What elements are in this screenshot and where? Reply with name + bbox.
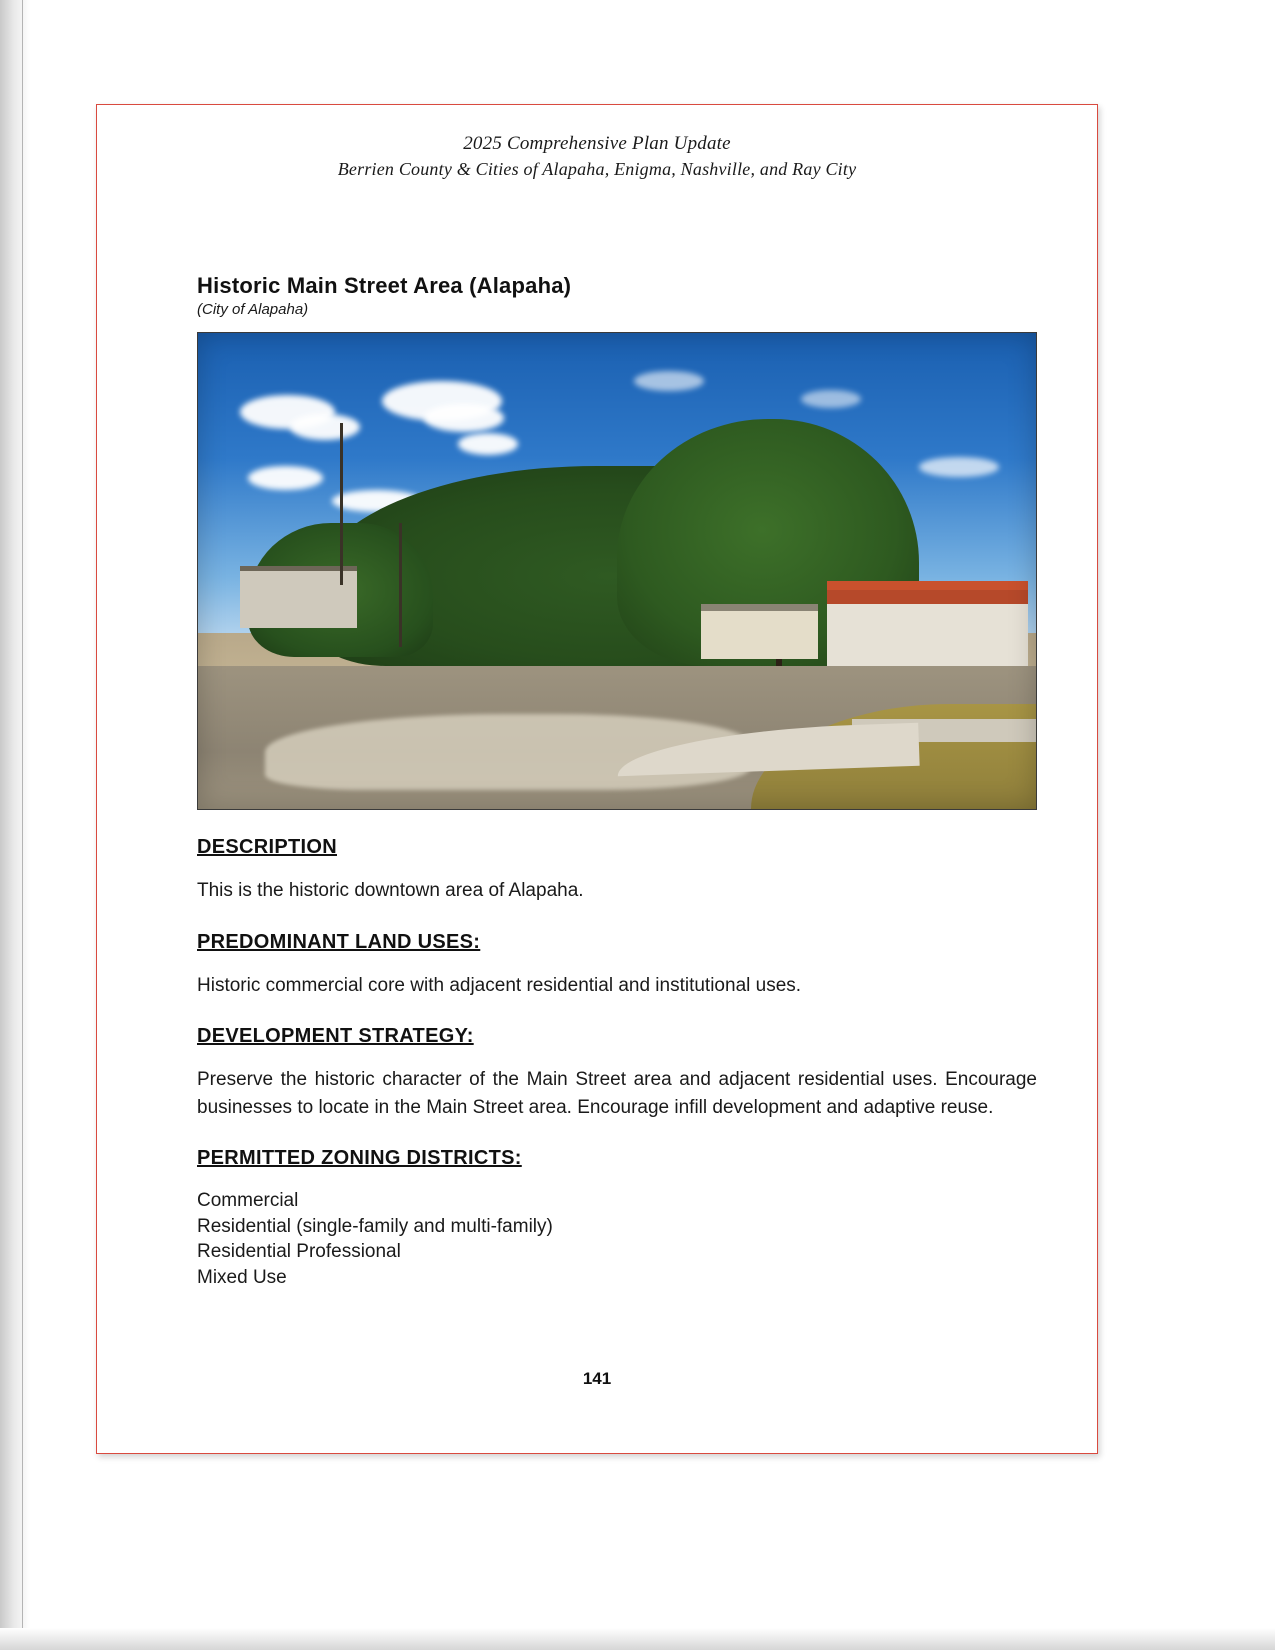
list-item: Residential (single-family and multi-family) <box>197 1215 553 1237</box>
tan-building <box>701 604 818 659</box>
character-area-photo <box>197 332 1037 810</box>
page-title: Historic Main Street Area (Alapaha) <box>197 273 572 298</box>
text-description: This is the historic downtown area of Alapaha. <box>197 880 584 901</box>
list-item: Commercial <box>197 1190 299 1212</box>
header-title-line1: 2025 Comprehensive Plan Update <box>463 133 731 154</box>
page-subtitle-jurisdiction: (City of Alapaha) <box>197 301 309 318</box>
cloud-icon <box>634 371 704 391</box>
list-item: Mixed Use <box>197 1267 287 1289</box>
heading-description: DESCRIPTION <box>197 836 337 858</box>
cloud-icon <box>458 433 518 455</box>
cloud-icon <box>290 414 360 440</box>
text-development-strategy: Preserve the historic character of the Main Street area and adjacent residential uses. Encourage businesses to locate in the Main Street area. Encourage infill development and adaptive reuse. <box>197 1069 1037 1118</box>
page-number: 141 <box>582 1369 612 1388</box>
list-permitted-zoning-districts <box>197 1188 1037 1291</box>
document-page <box>96 104 1098 1454</box>
document-header <box>97 133 1097 180</box>
utility-pole <box>340 423 343 585</box>
photo-canvas <box>198 333 1036 809</box>
list-item: Residential Professional <box>197 1241 401 1263</box>
utility-pole <box>399 523 402 647</box>
heading-permitted-zoning-districts: PERMITTED ZONING DISTRICTS: <box>197 1147 522 1170</box>
scan-left-edge-line <box>22 0 23 1650</box>
cloud-icon <box>919 457 999 477</box>
header-title-line2: Berrien County & Cities of Alapaha, Enigma, Nashville, and Ray City <box>337 159 857 179</box>
heading-development-strategy: DEVELOPMENT STRATEGY: <box>197 1025 474 1048</box>
text-predominant-land-uses: Historic commercial core with adjacent residential and institutional uses. <box>197 974 802 996</box>
heading-predominant-land-uses: PREDOMINANT LAND USES: <box>197 930 481 953</box>
scan-left-shadow <box>0 0 30 1650</box>
page-content <box>197 273 1037 1291</box>
scan-bottom-shadow <box>0 1628 1275 1650</box>
